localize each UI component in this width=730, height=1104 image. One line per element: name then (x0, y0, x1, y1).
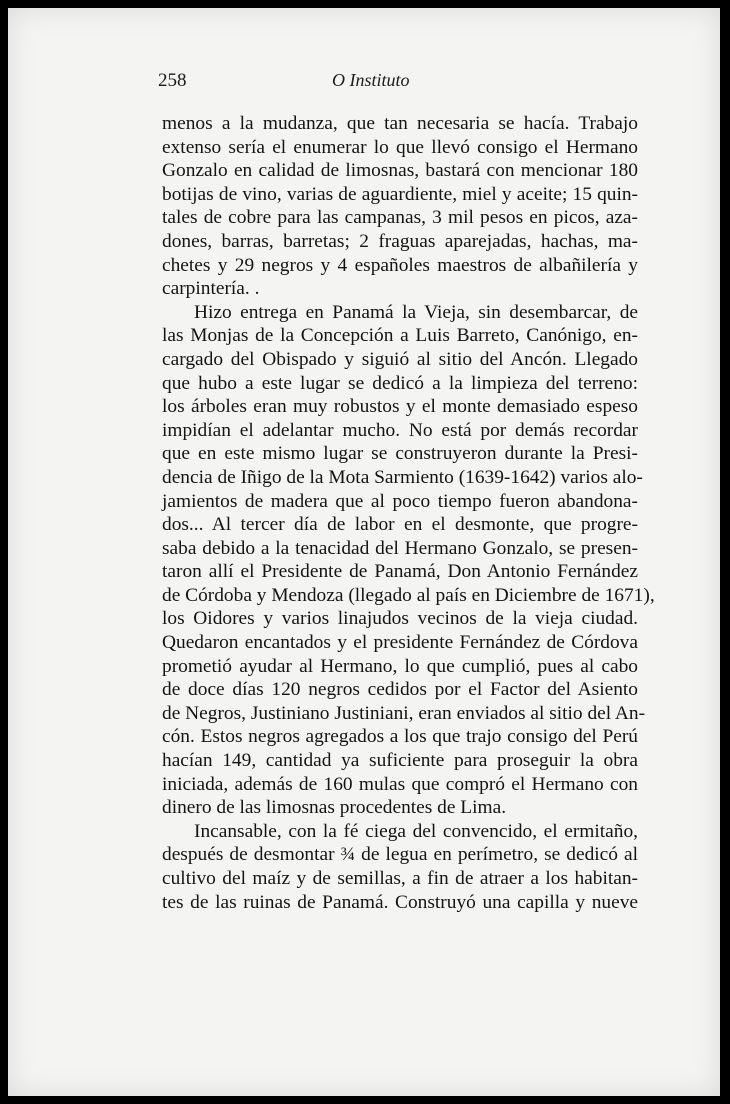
text-line: las Monjas de la Concepción a Luis Barreto, Canónigo, en- (162, 325, 638, 347)
text-line: botijas de vino, varias de aguardiente, miel y aceite; 15 quin- (162, 183, 638, 205)
text-line: los Oidores y varios linajudos vecinos de la vieja ciudad. (162, 608, 638, 630)
text-line: que hubo a este lugar se dedicó a la limpieza del terreno: (162, 372, 638, 394)
text-line: de doce días 120 negros cedidos por el Factor del Asiento (162, 679, 638, 701)
text-line: iniciada, además de 160 mulas que compró el Hermano con (162, 773, 638, 795)
text-line: de Negros, Justiniano Justiniani, eran enviados al sitio del An- (162, 702, 646, 724)
text-line: Hizo entrega en Panamá la Vieja, sin desembarcar, de (194, 301, 638, 323)
running-title: O Instituto (332, 70, 410, 90)
text-line: hacían 149, cantidad ya suficiente para proseguir la obra (162, 750, 638, 772)
text-line: taron allí el Presidente de Panamá, Don Antonio Fernández (162, 561, 638, 583)
text-line: tales de cobre para las campanas, 3 mil pesos en picos, aza- (162, 207, 638, 229)
paragraph (162, 301, 655, 820)
text-line: dencia de Iñigo de la Mota Sarmiento (1639-1642) varios alo- (162, 466, 643, 488)
text-line: saba debido a la tenacidad del Hermano Gonzalo, se presen- (162, 537, 638, 559)
text-line: prometió ayudar al Hermano, lo que cumplió, pues al cabo (162, 655, 638, 677)
text-line: chetes y 29 negros y 4 españoles maestros de albañilería y (162, 254, 638, 276)
text-line: dos... Al tercer día de labor en el desmonte, que progre- (162, 514, 638, 536)
text-line: cón. Estos negros agregados a los que trajo consigo del Perú (162, 726, 638, 748)
text-line: los árboles eran muy robustos y el monte demasiado espeso (162, 396, 638, 418)
text-line: después de desmontar ¾ de legua en perímetro, se dedicó al (162, 844, 638, 866)
text-line: dones, barras, barretas; 2 fraguas aparejadas, hachas, ma- (162, 230, 638, 252)
page-number: 258 (158, 70, 187, 91)
paragraph (162, 820, 638, 914)
scanned-page (8, 8, 720, 1096)
text-line: cultivo del maíz y de semillas, a fin de atraer a los habitan- (162, 868, 638, 889)
paragraph (162, 112, 638, 301)
text-line: impidían el adelantar mucho. No está por demás recordar (162, 419, 638, 441)
text-line: jamientos de madera que al poco tiempo fueron abandona- (162, 490, 638, 512)
text-line: tes de las ruinas de Panamá. Construyó una capilla y nueve (162, 891, 638, 913)
text-line: Quedaron encantados y el presidente Fernández de Córdova (162, 632, 638, 654)
text-line: extenso sería el enumerar lo que llevó consigo el Hermano (162, 136, 638, 158)
text-line: de Córdoba y Mendoza (llegado al país en Diciembre de 1671), (162, 584, 655, 606)
text-line: Incansable, con la fé ciega del convencido, el ermitaño, (194, 820, 638, 842)
page-header (158, 70, 638, 94)
text-line: dinero de las limosnas procedentes de Lima. (162, 797, 507, 819)
body-text (162, 112, 655, 914)
text-line: cargado del Obispado y siguió al sitio del Ancón. Llegado (162, 348, 638, 370)
text-line: que en este mismo lugar se construyeron durante la Presi- (162, 443, 638, 465)
text-line: carpintería. . (162, 278, 260, 300)
text-line: Gonzalo en calidad de limosnas, bastará con mencionar 180 (162, 160, 638, 182)
text-line: menos a la mudanza, que tan necesaria se hacía. Trabajo (162, 113, 638, 134)
